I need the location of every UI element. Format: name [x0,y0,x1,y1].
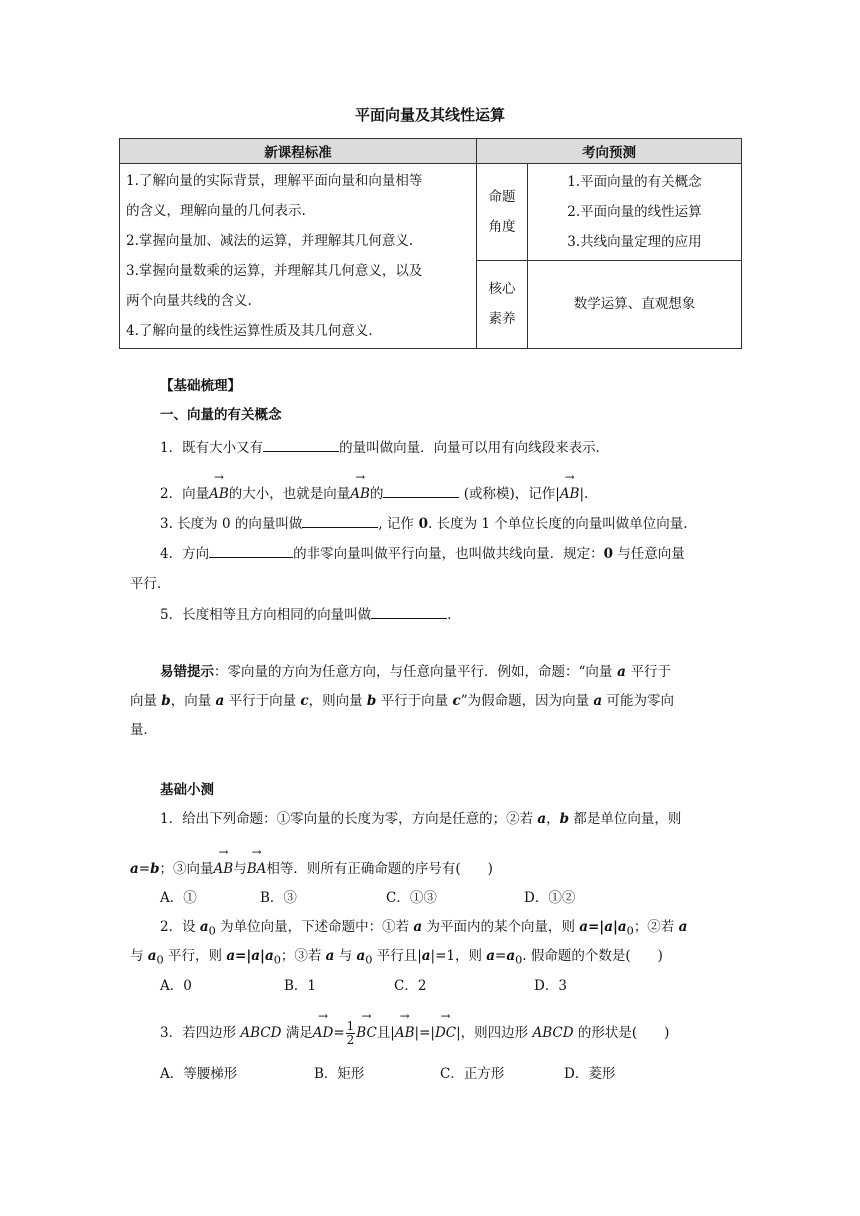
fill-blank [302,513,378,528]
option-d[interactable]: D．菱形 [564,1066,616,1082]
warning-line-3: 量． [130,722,157,738]
concept-item-4: 4．方向 的非零向量叫做平行向量，也叫做共线向量．规定：0 与任意向量 [160,542,685,562]
option-a[interactable]: A．0 [160,978,192,994]
concept-item-1: 1．既有大小又有 的量叫做向量．向量可以用有向线段来表示． [160,436,609,456]
standard-line: 的含义，理解向量的几何表示. [126,203,306,219]
fill-blank [209,543,293,558]
standard-line: 1.了解向量的实际背景，理解平面向量和向量相等 [126,173,423,189]
warning-label: 易错提示 [160,664,214,680]
vector-dc: → DC [435,1025,456,1041]
curriculum-table [119,138,742,349]
predictions-cell [528,164,742,261]
option-b[interactable]: B．1 [284,978,317,994]
concept-item-2: 2．向量→ AB的大小，也就是向量→ AB的 (或称模)，记作|→ AB|. [160,482,588,502]
prediction-item: 3.共线向量定理的应用 [567,233,702,250]
option-a[interactable]: A．等腰梯形 [160,1066,238,1082]
basics-header: 【基础梳理】 [160,378,241,394]
standards-cell [120,164,477,349]
standard-line: 两个向量共线的含义. [126,293,252,309]
option-d[interactable]: D．3 [534,978,567,994]
option-b[interactable]: B．③ [260,890,297,906]
page-title: 平面向量及其线性运算 [354,106,505,124]
option-d[interactable]: D．①② [524,890,576,906]
fill-blank [371,604,447,619]
question-2-line-2: 与 $a_0$ 平行，则 $a=|a|a_0$；③若 a 与 $a_0$ 平行且|a|=1，则 $a=a_0$. 假命题的个数是( ) [130,948,663,967]
prediction-item: 2.平面向量的线性运算 [567,203,702,220]
vector-ba: → BA [247,861,267,877]
question-2-line-1: 2．设 $a_0$ 为单位向量，下述命题中：①若 a 为平面内的某个向量，则 $a=|a|a_0$；②若 a [160,919,688,938]
quiz-header: 基础小测 [160,782,214,798]
vector-ab: → AB [560,486,580,502]
option-c[interactable]: C．2 [394,978,427,994]
warning-line-1: 易错提示：零向量的方向为任意方向，与任意向量平行．例如，命题：“向量 a 平行于 [160,664,672,680]
standard-line: 3.掌握向量数乘的运算，并理解其几何意义，以及 [126,263,423,279]
core-label-cell [477,260,528,348]
warning-line-2: 向量 b，向量 a 平行于向量 c，则向量 b 平行于向量 c”为假命题，因为向量 a 可能为零向 [130,693,674,709]
option-a[interactable]: A．① [160,890,197,906]
option-c[interactable]: C．正方形 [440,1066,505,1082]
vector-ab: → AB [395,1025,415,1041]
vector-bc: → BC [356,1025,377,1041]
option-c[interactable]: C．①③ [386,890,437,906]
fill-blank [383,483,459,498]
core-value-cell: 数学运算、直观想象 [528,260,742,348]
angle-label-2: 角度 [488,218,516,235]
standards-header: 新课程标准 [120,139,477,164]
question-1-line-1: 1．给出下列命题：①零向量的长度为零，方向是任意的；②若 a，b 都是单位向量，则 [160,811,682,827]
fraction-half: $\frac{1}{2}$ [346,1019,355,1047]
concept-item-4-cont: 平行． [130,576,171,592]
question-1-line-2: a=b；③向量→ AB与→ BA相等．则所有正确命题的序号有( ) [130,857,493,877]
vector-ab: → AB [209,486,229,502]
concept-item-5: 5．长度相等且方向相同的向量叫做 . [160,603,451,623]
question-3-line: 3．若四边形 ABCD 满足→ AD= $\frac{1}{2}$ → BC且|→ AB|=|→ DC|，则四边形 ABCD 的形状是( ) [160,1020,669,1047]
section-concepts: 一、向量的有关概念 [160,407,282,423]
option-b[interactable]: B．矩形 [314,1066,365,1082]
prediction-item: 1.平面向量的有关概念 [567,173,702,190]
standard-line: 2.掌握向量加、减法的运算，并理解其几何意义. [126,233,414,249]
concept-item-3: 3. 长度为 0 的向量叫做 , 记作 0. 长度为 1 个单位长度的向量叫做单位向量. [160,512,688,532]
angle-label-1: 命题 [488,188,516,205]
vector-ab: → AB [350,486,370,502]
predictions-header: 考向预测 [477,139,742,164]
vector-ad: → AD [313,1025,334,1041]
core-label-2: 素养 [488,311,516,328]
vector-ab: → AB [214,861,234,877]
angle-label-cell [477,164,528,261]
fill-blank [263,437,339,452]
standard-line: 4.了解向量的线性运算性质及其几何意义. [126,323,373,339]
core-label-1: 核心 [488,281,516,298]
